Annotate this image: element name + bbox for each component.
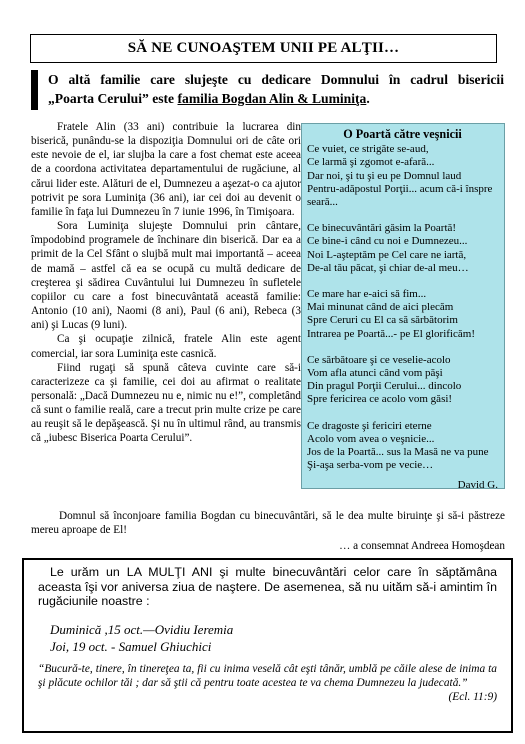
birthday-box	[22, 558, 513, 733]
intro-line-2-prefix: „Poarta Cerului” este	[48, 91, 178, 106]
intro-paragraph	[31, 70, 504, 110]
article-paragraph: Fiind rugaţi să spună câteva cuvinte care să-i caracterizeze ca şi familie, cei doi au afirmat o realitate personală: „Dacă Dumnezeu nu e, nimic nu e!”, completând că sunt o familie reală, care a trecut prin multe crize pe care au reuşit să le depăşească. Şi nu în ultimul rând, au transmis că „iubesc Biserica Poarta Cerului”.	[31, 361, 301, 445]
poem-line: Pentru-adăpostul Porţii... acum că-i înspre seară...	[307, 182, 493, 209]
poem-line: Mai minunat când de aici plecăm	[307, 301, 454, 314]
poem-stanza	[307, 143, 498, 209]
poem-box	[301, 123, 505, 492]
poem-line: Noi L-aşteptăm pe Cel care ne iartă,	[307, 248, 467, 261]
poem-line: Intrarea pe Poartă...- pe El glorificăm!	[307, 327, 475, 340]
poem-line: Ce dragoste şi fericiri eterne	[307, 419, 432, 432]
article-closing	[31, 509, 505, 537]
intro-line-2-suffix: .	[366, 91, 370, 106]
page-title-text: SĂ NE CUNOAŞTEM UNII PE ALŢII…	[127, 40, 400, 56]
article-body	[31, 120, 301, 446]
intro-family-name: familia Bogdan Alin & Luminiţa	[177, 91, 367, 106]
poem-line: Ce bine-i când cu noi e Dumnezeu...	[307, 235, 468, 248]
poem-line: Din pragul Porţii Cerului... dincolo	[307, 380, 462, 393]
poem-line: Spre Ceruri cu El ca să sărbătorim	[307, 314, 458, 327]
poem-line: De-al tău păcat, şi chiar de-al meu…	[307, 261, 469, 274]
poem-stanza	[307, 420, 498, 473]
poem-line: Şi-aşa serba-vom pe vecie…	[307, 459, 434, 472]
bible-quote-reference: (Ecl. 11:9)	[448, 690, 497, 703]
poem-line: Ce mare har e-aici să fim...	[307, 288, 427, 301]
article-paragraph: Fratele Alin (33 ani) contribuie la lucrarea din biserică, punându-se la dispoziţia Domnului ori de câte ori este nevoie de el, iar slujba la care a fost chemat este aceea de a coordona activitatea departamentului de rugăciune, al cărui lider este. Alături de el, Dumnezeu a aşezat-o ca ajutor potrivit pe sora Luminiţa (36 ani), iar cei doi au devenit o familie în faţa lui Dumnezeu în 7 iunie 1996, în Timişoara.	[31, 121, 301, 218]
poem-line: Vom afla atunci când vom păşi	[307, 367, 443, 380]
poem-stanza	[307, 222, 498, 275]
poem-line: Ce larmă şi zgomot e-afară...	[307, 156, 435, 169]
bible-quote	[38, 662, 497, 703]
intro-line-1: O altă familie care slujeşte cu dedicare Domnului în cadrul bisericii	[48, 72, 504, 87]
birthday-intro: Le urăm un LA MULŢI ANI şi multe binecuvântări celor care în săptămâna aceasta îşi vor aniversa ziua de naştere. De asemenea, să nu uităm să-i amintim în rugăciunile noastre :	[38, 565, 497, 608]
poem-author: David G.	[457, 479, 498, 492]
poem-line: Ce sărbătoare şi ce veselie-acolo	[307, 353, 451, 366]
article-paragraph: Sora Luminiţa slujeşte Domnului prin cântare, împodobind programele de închinare din biserică. Dar ea a primit de la Cel Sfânt o slujbă mult mai importantă – aceea de mamă – astfel că ea se ocupă cu multă dedicare de creşterea şi sădirea Cuvântului lui Dumnezeu în sufletele copiilor cu care a fost binecuvântată această familie: Antonio (10 ani), Naomi (8 ani), Paul (6 ani), Rebeca (3 ani) şi Lucas (9 luni).	[31, 220, 301, 332]
article-signature: … a consemnat Andreea Homoşdean	[339, 540, 505, 552]
closing-paragraph: Domnul să înconjoare familia Bogdan cu binecuvântări, să le dea multe biruinţe şi să-i păstreze mereu aproape de El!	[31, 510, 505, 537]
bible-quote-text: “Bucură-te, tinere, în tinereţea ta, fii cu inima veselă cât eşti tânăr, umblă pe căile alese de inima ta şi plăcute ochilor tăi ; dar să ştii că pentru toate acestea te va chema Dumnezeu la judecată.”	[38, 662, 497, 689]
poem-line: Ce vuiet, ce strigăte se-aud,	[307, 143, 429, 156]
poem-line: Jos de la Poartă... sus la Masă ne va pune	[307, 446, 489, 459]
birthday-entry: Joi, 19 oct. - Samuel Ghiuchici	[50, 638, 212, 654]
poem-title: O Poartă către veşnicii	[343, 127, 462, 141]
poem-stanza	[307, 288, 498, 341]
birthday-entry: Duminică ,15 oct.—Ovidiu Ieremia	[50, 621, 234, 637]
poem-line: Dar noi, şi tu şi eu pe Domnul laud	[307, 169, 462, 182]
poem-line: Spre fericirea ce acolo vom găsi!	[307, 393, 453, 406]
page-title	[30, 34, 497, 63]
poem-line: Acolo vom avea o veşnicie...	[307, 432, 435, 445]
poem-stanza	[307, 354, 498, 407]
birthday-list	[50, 621, 497, 655]
poem-line: Ce binecuvântări găsim la Poartă!	[307, 222, 457, 235]
article-paragraph: Ca şi ocupaţie zilnică, fratele Alin este agent comercial, iar sora Luminiţa este casnică.	[31, 333, 301, 360]
